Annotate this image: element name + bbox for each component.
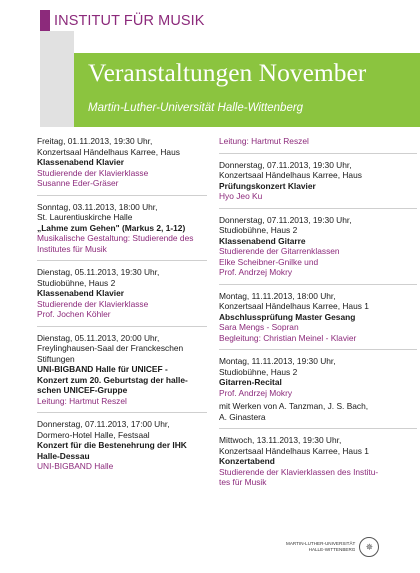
event-performer-line: Sara Mengs - Sopran [219, 322, 299, 332]
event-performers [219, 191, 417, 202]
event-entry [37, 267, 207, 327]
event-info-line: Stiftungen [37, 353, 75, 364]
event-performer-line: Leitung: Hartmut Reszel [219, 136, 309, 146]
event-entry [37, 202, 207, 262]
event-title-line: Klassenabend Gitarre [219, 235, 306, 246]
event-entry [37, 333, 207, 414]
event-info-line: Dormero-Hotel Halle, Festsaal [37, 429, 150, 440]
event-title [219, 456, 417, 467]
event-program-line: A. Ginastera [219, 411, 266, 422]
event-info-line: Sonntag, 03.11.2013, 18:00 Uhr, [37, 201, 158, 212]
event-performer-line: UNI-BIGBAND Halle [37, 461, 114, 471]
event-performers [219, 246, 417, 278]
event-info-line: Donnerstag, 07.11.2013, 19:30 Uhr, [219, 159, 352, 170]
university-subtitle: Martin-Luther-Universität Halle-Wittenberg [88, 102, 304, 114]
event-title-line: Halle-Dessau [37, 450, 90, 461]
event-entry [219, 435, 417, 494]
event-title [37, 157, 207, 168]
event-performers [219, 467, 417, 488]
event-performers [219, 322, 417, 343]
event-title-line: Gitarren-Recital [219, 377, 282, 387]
event-title [219, 236, 417, 247]
event-info-line: Studiobühne, Haus 2 [37, 277, 116, 288]
university-seal-icon: ✵ [359, 537, 379, 557]
event-info-line: Donnerstag, 07.11.2013, 19:30 Uhr, [219, 214, 352, 225]
event-title [37, 288, 207, 299]
event-title [219, 312, 417, 323]
event-performer-line: Musikalische Gestaltung: Studierende des [37, 233, 194, 243]
event-entry [219, 136, 417, 154]
logo-text [286, 541, 355, 553]
event-performer-line: Studierende der Klavierklasse [37, 167, 149, 178]
event-title-line: Konzertabend [219, 456, 275, 466]
event-title [37, 223, 207, 234]
event-performer-line: Prof. Andrzej Mokry [219, 387, 293, 398]
event-title-line: Konzert für die Bestenehrung der IHK [37, 440, 187, 450]
event-entry [219, 356, 417, 429]
institute-header [40, 10, 410, 31]
event-info-line: Studiobühne, Haus 2 [219, 366, 298, 377]
event-performer-line: Hyo Jeo Ku [219, 191, 263, 201]
event-info-line: Mittwoch, 13.11.2013, 19:30 Uhr, [219, 435, 342, 445]
event-title-line: Klassenabend Klavier [37, 288, 125, 298]
left-event-column [37, 136, 207, 484]
event-entry [219, 291, 417, 351]
event-title-line: „Lahme zum Gehen" (Markus 2, 1-12) [37, 222, 186, 233]
event-performer-line: Leitung: Hartmut Reszel [37, 395, 127, 406]
event-performers [219, 136, 417, 147]
event-entry [219, 215, 417, 285]
logo-line-1: MARTIN-LUTHER-UNIVERSITÄT [286, 541, 356, 546]
event-performer-line: tes für Musik [219, 477, 267, 487]
event-info-line: Konzertsaal Händelhaus Karree, Haus 1 [219, 445, 369, 456]
gray-side-panel [40, 31, 74, 127]
event-program-line: mit Werken von A. Tanzman, J. S. Bach, [219, 401, 369, 411]
event-entry [219, 160, 417, 209]
event-info-line: Donnerstag, 07.11.2013, 17:00 Uhr, [37, 419, 170, 429]
event-performers [37, 396, 207, 407]
page-title: Veranstaltungen November [88, 58, 367, 87]
event-info-line: Dienstag, 05.11.2013, 19:30 Uhr, [37, 267, 160, 277]
event-info-line: Montag, 11.11.2013, 18:00 Uhr, [219, 290, 336, 301]
event-performer-line: Elke Scheibner-Gnilke und [219, 256, 319, 267]
event-performers [219, 388, 417, 399]
event-performer-line: Prof. Andrzej Mokry [219, 267, 293, 277]
event-performers [37, 461, 207, 472]
university-logo [286, 537, 379, 557]
event-info-line: Freitag, 01.11.2013, 19:30 Uhr, [37, 136, 153, 146]
event-performers [37, 233, 207, 254]
event-performers [37, 168, 207, 189]
event-title-line: Prüfungskonzert Klavier [219, 180, 316, 191]
event-title [37, 440, 207, 461]
institute-accent-bar [40, 10, 50, 31]
event-info-line: Montag, 11.11.2013, 19:30 Uhr, [219, 356, 336, 366]
event-info-line: Studiobühne, Haus 2 [219, 225, 298, 235]
event-title-line: Abschlussprüfung Master Gesang [219, 311, 356, 322]
event-info-line: Konzertsaal Händelhaus Karree, Haus 1 [219, 301, 369, 311]
event-performer-line: Studierende der Klavierklassen des Institu- [219, 466, 379, 477]
event-info-line: Konzertsaal Händelhaus Karree, Haus [219, 170, 362, 180]
event-title [219, 377, 417, 388]
event-info-line: St. Laurentiuskirche Halle [37, 212, 133, 222]
event-performer-line: Begleitung: Christian Meinel - Klavier [219, 332, 357, 343]
event-performer-line: Studierende der Klavierklasse [37, 298, 149, 309]
event-info-line: Konzertsaal Händelhaus Karree, Haus [37, 146, 180, 157]
event-performers [37, 299, 207, 320]
event-performer-line: Institutes für Musik [37, 243, 107, 254]
institute-title: INSTITUT FÜR MUSIK [54, 12, 205, 29]
event-info-line: Freylinghausen-Saal der Franckeschen [37, 343, 184, 353]
right-event-column [219, 136, 417, 500]
event-info-line: Dienstag, 05.11.2013, 20:00 Uhr, [37, 332, 160, 343]
event-title [219, 181, 417, 192]
event-entry [37, 136, 207, 196]
logo-line-2: HALLE-WITTENBERG [308, 547, 356, 552]
event-title [37, 364, 207, 396]
event-entry [37, 419, 207, 478]
event-performer-line: Susanne Eder-Gräser [37, 178, 119, 188]
event-title-line: Klassenabend Klavier [37, 157, 125, 167]
event-performer-line: Studierende der Gitarrenklassen [219, 246, 340, 256]
event-performer-line: Prof. Jochen Köhler [37, 309, 111, 319]
event-title-line: schen UNICEF-Gruppe [37, 385, 128, 395]
event-title-line: Konzert zum 20. Geburtstag der halle- [37, 374, 188, 385]
event-title-line: UNI-BIGBAND Halle für UNICEF - [37, 364, 168, 374]
